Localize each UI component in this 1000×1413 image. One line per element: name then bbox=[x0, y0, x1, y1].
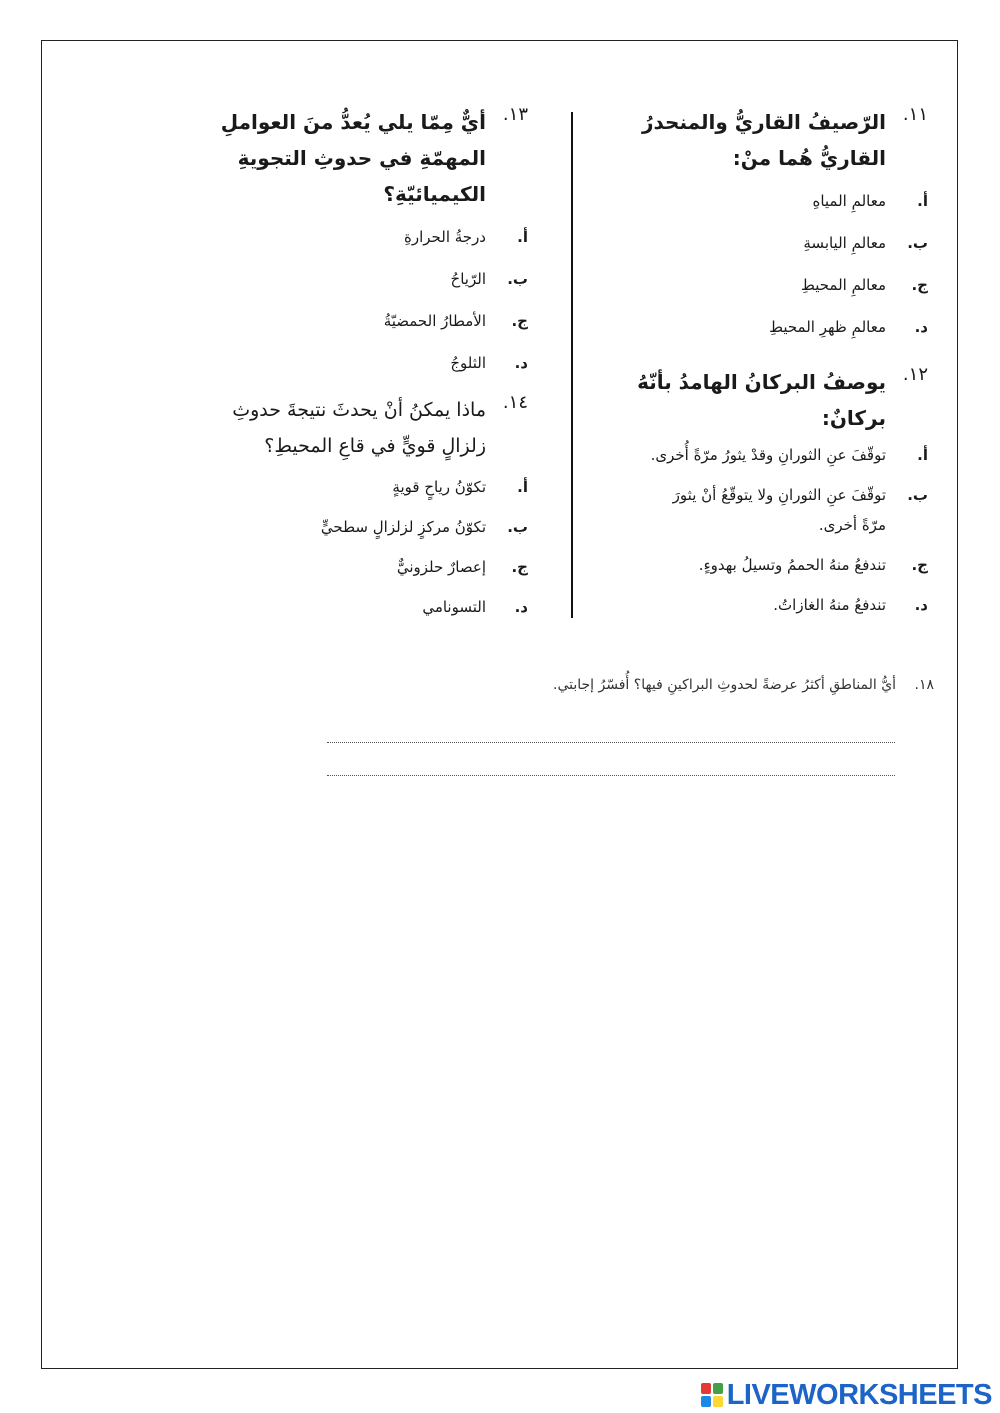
option-d[interactable]: د. الثلوجُ bbox=[450, 354, 528, 372]
option-b[interactable]: ب. معالمِ اليابسةِ bbox=[803, 234, 928, 252]
option-b[interactable]: ب. الرّياحُ bbox=[450, 270, 528, 288]
options-q12 bbox=[628, 440, 928, 620]
question-stem: أيُّ المناطقِ أكثرُ عرضةً لحدوثِ البراكينِ فيها؟ أُفسّرُ إجابتي. bbox=[553, 677, 897, 693]
question-13 bbox=[218, 104, 528, 212]
logo-square bbox=[713, 1383, 723, 1394]
logo-square bbox=[713, 1396, 723, 1407]
option-b[interactable]: ب. تكوّنُ مركزٍ لزلزالٍ سطحيٍّ bbox=[320, 518, 528, 536]
logo-square bbox=[701, 1396, 711, 1407]
answer-line-1[interactable] bbox=[327, 742, 895, 743]
option-a[interactable]: أ. معالمِ المياهِ bbox=[812, 192, 928, 210]
option-d[interactable]: د. التسونامي bbox=[422, 598, 528, 616]
question-stem: الرّصيفُ القاريُّ والمنحدرُ القاريُّ هُما منْ: bbox=[641, 110, 886, 170]
question-18 bbox=[334, 677, 934, 693]
options-q14 bbox=[218, 472, 528, 622]
right-column bbox=[628, 104, 928, 620]
option-d[interactable]: د. معالمِ ظهرِ المحيطِ bbox=[769, 318, 928, 336]
column-divider bbox=[571, 112, 573, 618]
question-stem: أيٌّ مِمّا يلي يُعدُّ منَ العواملِ المهمّةِ في حدوثِ التجويةِ الكيميائيّةِ؟ bbox=[220, 110, 486, 206]
option-c[interactable]: ج. إعصارٌ حلزونيٌّ bbox=[396, 558, 528, 576]
logo-icon bbox=[701, 1383, 723, 1407]
left-column bbox=[218, 104, 528, 622]
options-q13 bbox=[218, 222, 528, 378]
answer-line-2[interactable] bbox=[327, 775, 895, 776]
brand-name: LIVEWORKSHEETS bbox=[726, 1378, 992, 1411]
question-number: ١٤. bbox=[502, 392, 528, 413]
option-d[interactable]: د. تندفعُ منهُ الغازاتُ. bbox=[773, 596, 928, 614]
option-a[interactable]: أ. توقّفَ عنِ الثورانِ وقدْ يثورُ مرّةً أُخرى. bbox=[650, 446, 928, 464]
option-a[interactable]: أ. درجةُ الحرارةِ bbox=[404, 228, 528, 246]
question-number: ١٢. bbox=[902, 364, 928, 385]
question-stem: يوصفُ البركانُ الهامدُ بأنّهُ بركانٌ: bbox=[637, 370, 886, 430]
option-c[interactable]: ج. تندفعُ منهُ الحممُ وتسيلُ بهدوءٍ. bbox=[698, 556, 928, 574]
question-14 bbox=[218, 392, 528, 464]
option-b[interactable]: ب. توقّفَ عنِ الثورانِ ولا يتوقّعُ أنْ يثورَ مرّةً أخرى. bbox=[672, 486, 928, 534]
option-c[interactable]: ج. معالمِ المحيطِ bbox=[800, 276, 928, 294]
question-12 bbox=[628, 364, 928, 436]
question-11 bbox=[628, 104, 928, 176]
question-stem: ماذا يمكنُ أنْ يحدثَ نتيجةَ حدوثِ زلزالٍ قويٍّ في قاعِ المحيطِ؟ bbox=[232, 399, 486, 457]
options-q11 bbox=[628, 186, 928, 342]
question-number: ١٣. bbox=[502, 104, 528, 125]
question-number: ١١. bbox=[902, 104, 928, 125]
logo-square bbox=[701, 1383, 711, 1394]
option-c[interactable]: ج. الأمطارُ الحمضيّةُ bbox=[383, 312, 528, 330]
liveworksheets-logo bbox=[701, 1378, 992, 1412]
question-number: ١٨. bbox=[914, 677, 934, 693]
option-a[interactable]: أ. تكوّنُ رياحٍ قويةٍ bbox=[392, 478, 528, 496]
